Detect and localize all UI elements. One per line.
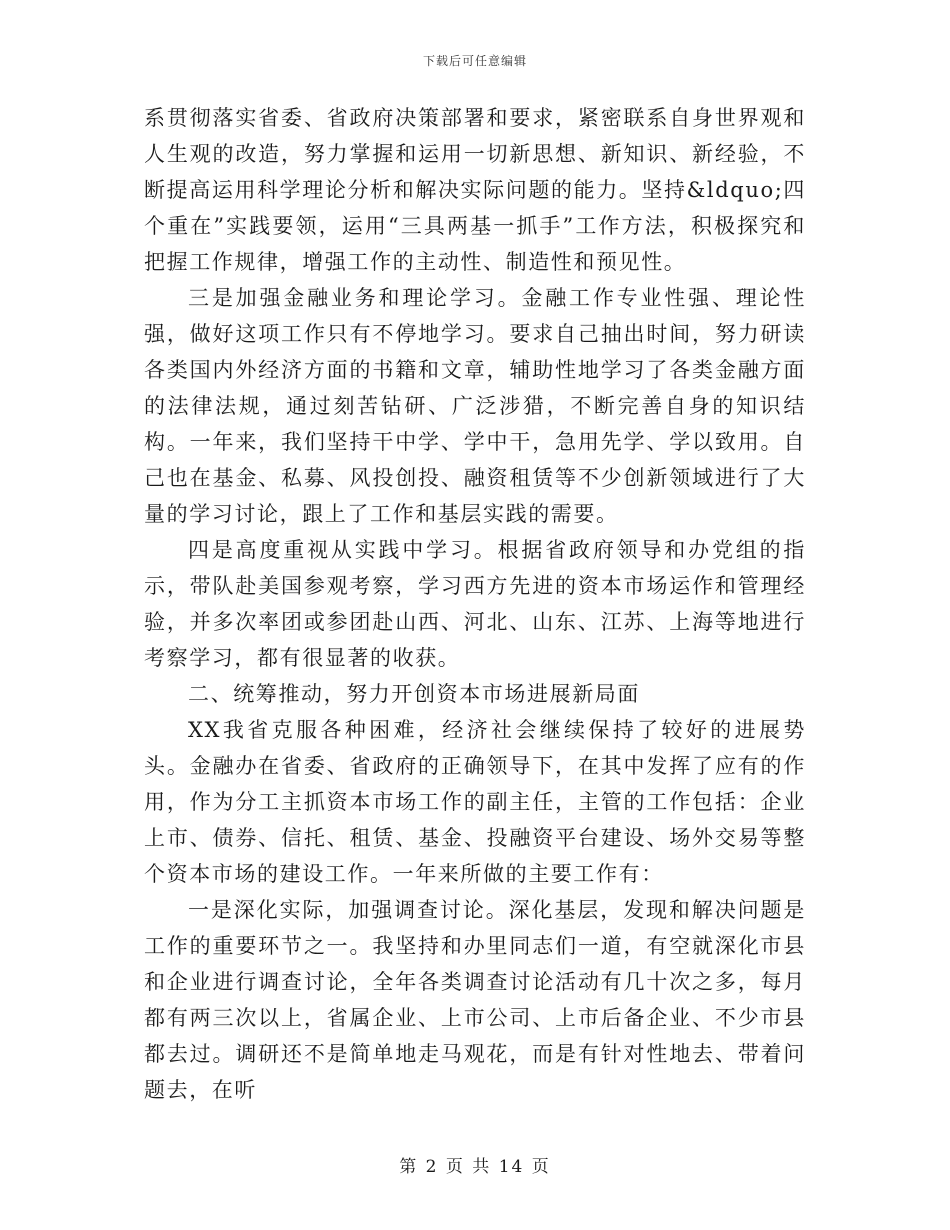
section-heading: 二、统筹推动，努力开创资本市场进展新局面 [188, 682, 640, 706]
paragraph: 四是高度重视从实践中学习。根据省政府领导和办党组的指示，带队赴美国参观考察，学习西方先进的资本市场运作和管理经验，并多次率团或参团赴山西、河北、山东、江苏、上海等地进行考察学习，都有很显著的收获。 [144, 538, 806, 670]
paragraph: 系贯彻落实省委、省政府决策部署和要求，紧密联系自身世界观和人生观的改造，努力掌握和运用一切新思想、新知识、新经验，不断提高运用科学理论分析和解决实际问题的能力。坚持&ldquo;四个重在”实践要领，运用“三具两基一抓手”工作方法，积极探究和把握工作规律，增强工作的主动性、制造性和预见性。 [144, 106, 806, 274]
paragraph: 一是深化实际，加强调查讨论。深化基层，发现和解决问题是工作的重要环节之一。我坚持和办里同志们一道，有空就深化市县和企业进行调查讨论，全年各类调查讨论活动有几十次之多，每月都有两三次以上，省属企业、上市公司、上市后备企业、不少市县都去过。调研还不是简单地走马观花，而是有针对性地去、带着问题去，在听 [144, 898, 806, 1102]
paragraph: 三是加强金融业务和理论学习。金融工作专业性强、理论性强，做好这项工作只有不停地学习。要求自己抽出时间，努力研读各类国内外经济方面的书籍和文章，辅助性地学习了各类金融方面的法律法规，通过刻苦钻研、广泛涉猎，不断完善自身的知识结构。一年来，我们坚持干中学、学中干，急用先学、学以致用。自己也在基金、私募、风投创投、融资租赁等不少创新领域进行了大量的学习讨论，跟上了工作和基层实践的需要。 [144, 286, 806, 526]
paragraph: XX我省克服各种困难，经济社会继续保持了较好的进展势头。金融办在省委、省政府的正确领导下，在其中发挥了应有的作用，作为分工主抓资本市场工作的副主任，主管的工作包括：企业上市、债券、信托、租赁、基金、投融资平台建设、场外交易等整个资本市场的建设工作。一年来所做的主要工作有： [144, 718, 806, 886]
page-header: 下载后可任意编辑 [422, 54, 527, 68]
document-body [144, 100, 806, 1108]
page-footer: 第 2 页 共 14 页 [399, 1157, 551, 1177]
